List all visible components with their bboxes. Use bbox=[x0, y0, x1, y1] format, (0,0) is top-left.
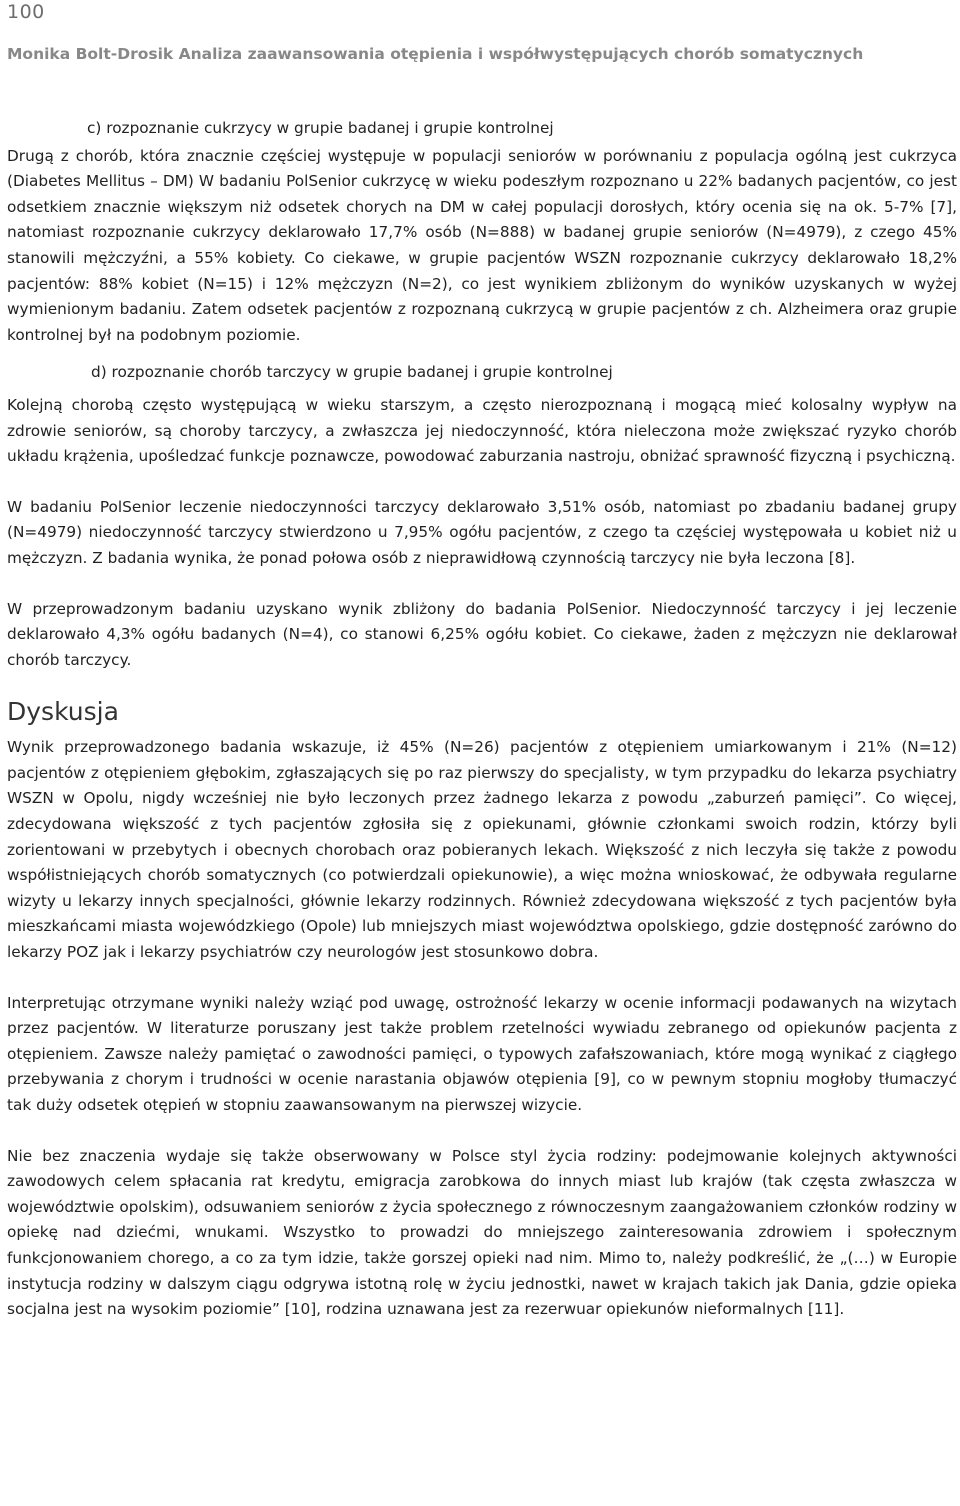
section-title-discussion: Dyskusja bbox=[7, 697, 119, 727]
paragraph-diabetes: Drugą z chorób, która znacznie częściej występuje w populacji seniorów w porównaniu z populacja ogólną jest cukrzyca (Diabetes Mellitus – DM) W badaniu PolSenior cukrzycę w wieku podeszłym rozpoznano u 22% badanych pacjentów, co jest odsetkiem znacznie większym niż odsetek chorych na DM w całej populacji dorosłych, który ocenia się na ok. 5-7% [7], natomiast rozpoznanie cukrzycy deklarowało 17,7% osób (N=888) w badanej grupie seniorów (N=4979), z czego 45% stanowili mężczyźni, a 55% kobiety. Co ciekawe, w grupie pacjentów WSZN rozpoznanie cukrzycy deklarowało 18,2% pacjentów: 88% kobiet (N=15) i 12% mężczyzn (N=2), co jest wynikiem zbliżonym do wyników uzyskanych w wyżej wymienionym badaniu. Zatem odsetek pacjentów z rozpoznaną cukrzycą w grupie pacjentów z ch. Alzheimera oraz grupie kontrolnej był na podobnym poziomie. bbox=[7, 146, 957, 344]
subsection-heading-c: c) rozpoznanie cukrzycy w grupie badanej i grupie kontrolnej bbox=[87, 119, 554, 137]
body-text bbox=[7, 116, 957, 1323]
paragraph-discussion-2: Interpretując otrzymane wyniki należy wziąć pod uwagę, ostrożność lekarzy w ocenie informacji podawanych na wizytach przez pacjentów. W literaturze poruszany jest także problem rzetelności wywiadu zebranego od opiekunów pacjenta z otępieniem. Zawsze należy pamiętać o zawodności pamięci, o typowych zafałszowaniach, które mogą wynikać z ciągłego przebywania z chorym i trudności w ocenie narastania objawów otępienia [9], co w pewnym stopniu mogłoby tłumaczyć tak duży odsetek otępień w stopniu zaawansowanym na pierwszej wizycie. bbox=[7, 993, 957, 1114]
paragraph-discussion-1: Wynik przeprowadzonego badania wskazuje, iż 45% (N=26) pacjentów z otępieniem umiarkowanym i 21% (N=12) pacjentów z otępieniem głębokim, zgłaszających się po raz pierwszy do specjalisty, w tym przypadku do lekarza psychiatry WSZN w Opolu, nigdy wcześniej nie było leczonych przez żadnego lekarza z powodu „zaburzeń pamięci”. Co więcej, zdecydowana większość z tych pacjentów zgłosiła się z opiekunami, głównie członkami swoich rodzin, którzy byli zorientowani w przebytych i obecnych chorobach oraz pobieranych lekach. Większość z nich leczyła się także z powodu współistniejących chorób somatycznych (co potwierdzali opiekunowie), a więc można wnioskować, że odbywała regularne wizyty u lekarzy innych specjalności, głównie lekarzy rodzinnych. Również zdecydowana większość z tych pacjentów była mieszkańcami miasta wojewódzkiego (Opole) lub mniejszych miast województwa opolskiego, gdzie dostępność zarówno do lekarzy POZ jak i lekarzy psychiatrów czy neurologów jest stosunkowo dobra. bbox=[7, 738, 957, 962]
running-title: Monika Bolt-Drosik Analiza zaawansowania otępienia i współwystępujących chorób somatycznych bbox=[7, 45, 864, 63]
paragraph-thyroid-polsenior: W badaniu PolSenior leczenie niedoczynności tarczycy deklarowało 3,51% osób, natomiast po zbadaniu badanej grupy (N=4979) niedoczynność tarczycy stwierdzono u 7,95% ogółu pacjentów, z czego ta częściej występowała u kobiet niż u mężczyzn. Z badania wynika, że ponad połowa osób z nieprawidłową czynnością tarczycy nie była leczona [8]. bbox=[7, 497, 957, 567]
subsection-heading-d: d) rozpoznanie chorób tarczycy w grupie badanej i grupie kontrolnej bbox=[91, 363, 613, 382]
paragraph-thyroid-study: W przeprowadzonym badaniu uzyskano wynik zbliżony do badania PolSenior. Niedoczynność tarczycy i jej leczenie deklarowało 4,3% ogółu badanych (N=4), co stanowi 6,25% ogółu kobiet. Co ciekawe, żaden z mężczyzn nie deklarował chorób tarczycy. bbox=[7, 599, 957, 669]
page-number: 100 bbox=[7, 1, 45, 23]
paragraph-discussion-3: Nie bez znaczenia wydaje się także obserwowany w Polsce styl życia rodziny: podejmowanie kolejnych aktywności zawodowych celem spłacania rat kredytu, emigracja zarobkowa do innych miast lub krajów (tak częsta zwłaszcza w województwie opolskim), odsuwaniem seniorów z życia społecznego z równoczesnym zaangażowaniem członków rodziny w opiekę nad dziećmi, wnukami. Wszystko to prowadzi do mniejszego zainteresowania zdrowiem i społecznym funkcjonowaniem chorego, a co za tym idzie, także gorszej opieki nad nim. Mimo to, należy podkreślić, że „(…) w Europie instytucja rodziny w dalszym ciągu odgrywa istotną rolę w życiu jednostki, nawet w krajach takich jak Dania, gdzie opieka socjalna jest na wysokim poziomie” [10], rodzina uznawana jest za rezerwuar opiekunów nieformalnych [11]. bbox=[7, 1146, 957, 1319]
paragraph-thyroid-intro: Kolejną chorobą często występującą w wieku starszym, a często nierozpoznaną i mogącą mieć kolosalny wypływ na zdrowie seniorów, są choroby tarczycy, a zwłaszcza jej niedoczynność, która nieleczona może zwiększać ryzyko chorób układu krążenia, upośledzać funkcje poznawcze, powodować zaburzania nastroju, obniżać sprawność fizyczną i psychiczną. bbox=[7, 395, 957, 466]
